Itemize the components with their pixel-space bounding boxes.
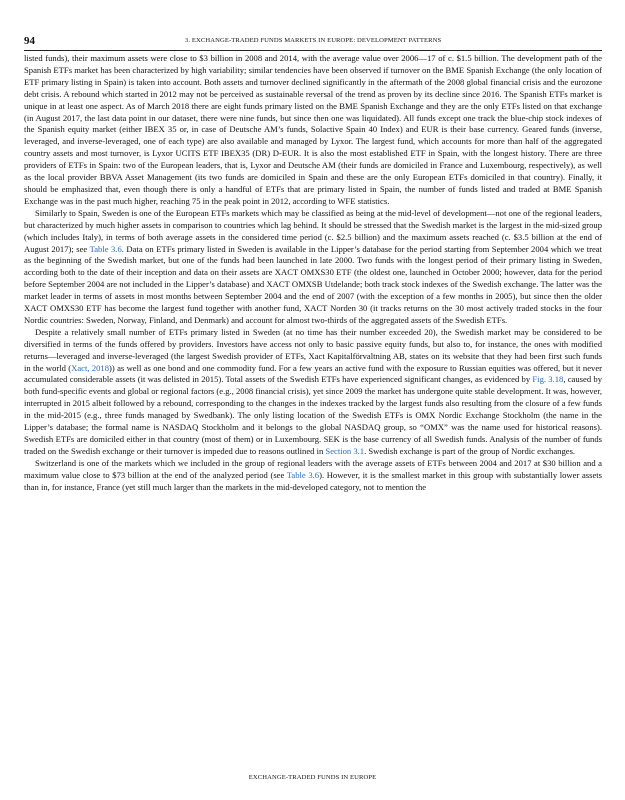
paragraph xyxy=(24,53,602,208)
paragraph-text: listed funds), their maximum assets were close to $3 billion in 2008 and 2014, with the average value over 2006—17 of c. $1.5 billion. The development path of the Spanish ETFs market has been characterized by high variability; similar tendencies have been observed if turnover on the BME Spanish Exchange (the only location of ETF primary listing in Spain) is taken into account. Both assets and turnover declined significantly in the aftermath of the 2008 global financial crisis and the eurozone debt crisis. A rebound which started in 2012 may not be perceived as sustainable reversal of the trend as proven by its decline since 2016. The Spanish ETFs market is unique in at least one aspect. As of March 2018 there are eight funds primary listed on the BME Spanish Exchange and they are the only ETFs listed on that exchange (in August 2017, the last data point in our dataset, there were nine funds, but since then one was liquidated). All funds except one track the blue-chip stock indexes of the Spanish equity market (either IBEX 35 or, in case of Deutsche AM’s funds, Solactive Spain 40 Index) and EUR is their base currency. Geared funds (inverse, leveraged, and inverse-leveraged, one of each type) are also available and managed by Lyxor. The largest fund, which accounts for more than half of the aggregated country assets and most turnover, is Lyxor UCITS ETF IBEX35 (DR) D-EUR. It is also the most established ETF in Spain, with the longest history. There are three providers of ETFs in Spain: two of the European leaders, that is, Lyxor and Deutsche AM (their funds are domiciled in France and Luxembourg, respectively), as well as the local provider BBVA Asset Management (its two funds are domiciled in Spain and these are the only European ETFs domiciled in that country). Finally, it should be emphasized that, even though there is only a handful of ETFs that are primary listed in Spain, the number of funds listed and traded at BME Spanish Exchange was in the past much higher, reaching 75 in the peak point in 2012, according to WFE statistics. xyxy=(24,53,602,206)
page-header xyxy=(24,35,602,49)
paragraph xyxy=(24,327,602,458)
paragraph-text: Despite a relatively small number of ETFs primary listed in Sweden (at no time has their number exceeded 20), the Swedish market may be considered to be diversified in terms of the funds offered by providers. Investors have access not only to basic passive equity funds, but also to, for instance, the ones with modified returns—leveraged and inverse-leveraged (the largest Swedish provider of ETFs, Xact Kapitalförvaltning AB, states on its website that they had been first such funds in the world ( xyxy=(24,326,602,373)
cross-reference-link[interactable]: Table 3.6 xyxy=(89,243,122,254)
paragraph-text: Switzerland is one of the markets which we included in the group of regional leaders with the average assets of ETFs between 2004 and 2017 at $30 billion and a maximum value close to $73 billion at the end of the analyzed period (see xyxy=(24,457,602,480)
paragraph-text: . Data on ETFs primary listed in Sweden is available in the Lipper’s database for the period starting from September 2004 which we treat as the beginning of the Swedish market, but one of the funds had been launched in late 2000. Two funds with the longest period of their primary listing in Sweden, according both to the date of their inception and data on their assets are XACT OMXS30 ETF (the oldest one, launched in October 2000; however, data for the period before September 2004 are not included in the Lipper’s database) and XACT OMXSB Utdelande; both track stock indexes of the Swedish exchange. The latter was the market leader in terms of assets in most months between September 2004 and the end of 2007 (with the exception of a few months in 2005), but since then the older XACT OMXS30 ETF has become the largest fund together with another fund, XACT Norden 30 (it tracks returns on the 30 most actively traded stocks in the four Nordic countries: Sweden, Norway, Finland, and Denmark) and account for almost two-thirds of the aggregated assets of the Swedish ETFs. xyxy=(24,243,602,325)
running-head: 3. EXCHANGE-TRADED FUNDS MARKETS IN EUROPE: DEVELOPMENT PATTERNS xyxy=(185,37,442,44)
paragraph-text: . Swedish exchange is part of the group of Nordic exchanges. xyxy=(364,445,576,456)
page-footer: EXCHANGE-TRADED FUNDS IN EUROPE xyxy=(248,774,377,781)
cross-reference-link[interactable]: Xact, 2018 xyxy=(71,362,110,373)
body-text xyxy=(24,53,602,494)
paragraph-text: )) as well as one bond and one commodity fund. For a few years an active fund with the exposure to Russian equities was offered, but it never accumulated considerable assets (it was delisted in 2015). Total assets of the Swedish ETFs have experienced significant changes, as evidenced by xyxy=(24,362,602,385)
cross-reference-link[interactable]: Section 3.1 xyxy=(325,445,365,456)
paragraph xyxy=(24,458,602,494)
paragraph-text: Similarly to Spain, Sweden is one of the European ETFs markets which may be classified as being at the mid-level of development—not one of the regional leaders, but characterized by much higher assets in comparison to countries which lag behind. It should be stressed that the Swedish market is the largest in the mid-sized group (which includes Italy), in terms of both average assets in the considered time period (c. $2.5 billion) and the maximum assets reached (c. $3.5 billion at the end of August 2017); see xyxy=(24,207,602,254)
paragraph-text: ). However, it is the smallest market in this group with substantially lower assets than in, for instance, France (yet still much larger than the markets in the mid-developed category, not to mention the xyxy=(24,469,602,492)
cross-reference-link[interactable]: Fig. 3.18 xyxy=(532,374,564,385)
cross-reference-link[interactable]: Table 3.6 xyxy=(286,469,320,480)
paragraph-text: , caused by both fund-specific events and global or regional factors (e.g., 2008 financial crisis), yet since 2009 the market has undergone quite stable development. It was, however, interrupted in 2015 albeit followed by a rebound, corresponding to the changes in the indexes tracked by the largest funds also resulting from the closure of a few funds in the mid-2015 (e.g., three funds managed by Swedbank). The only listing location of the Swedish ETFs is OMX Nordic Exchange Stockholm (the name in the Lipper’s database; the formal name is NASDAQ Stockholm and it belongs to the global NASDAQ group, so “OMX” was the name used for historical reasons). Swedish ETFs are domiciled either in that country (most of them) or in Luxembourg. SEK is the base currency of all Swedish funds. Analysis of the number of funds traded on the Swedish exchange or their turnover is impeded due to reasons outlined in xyxy=(24,374,602,456)
header-rule xyxy=(24,50,602,51)
paragraph xyxy=(24,208,602,327)
page-number: 94 xyxy=(24,35,35,47)
